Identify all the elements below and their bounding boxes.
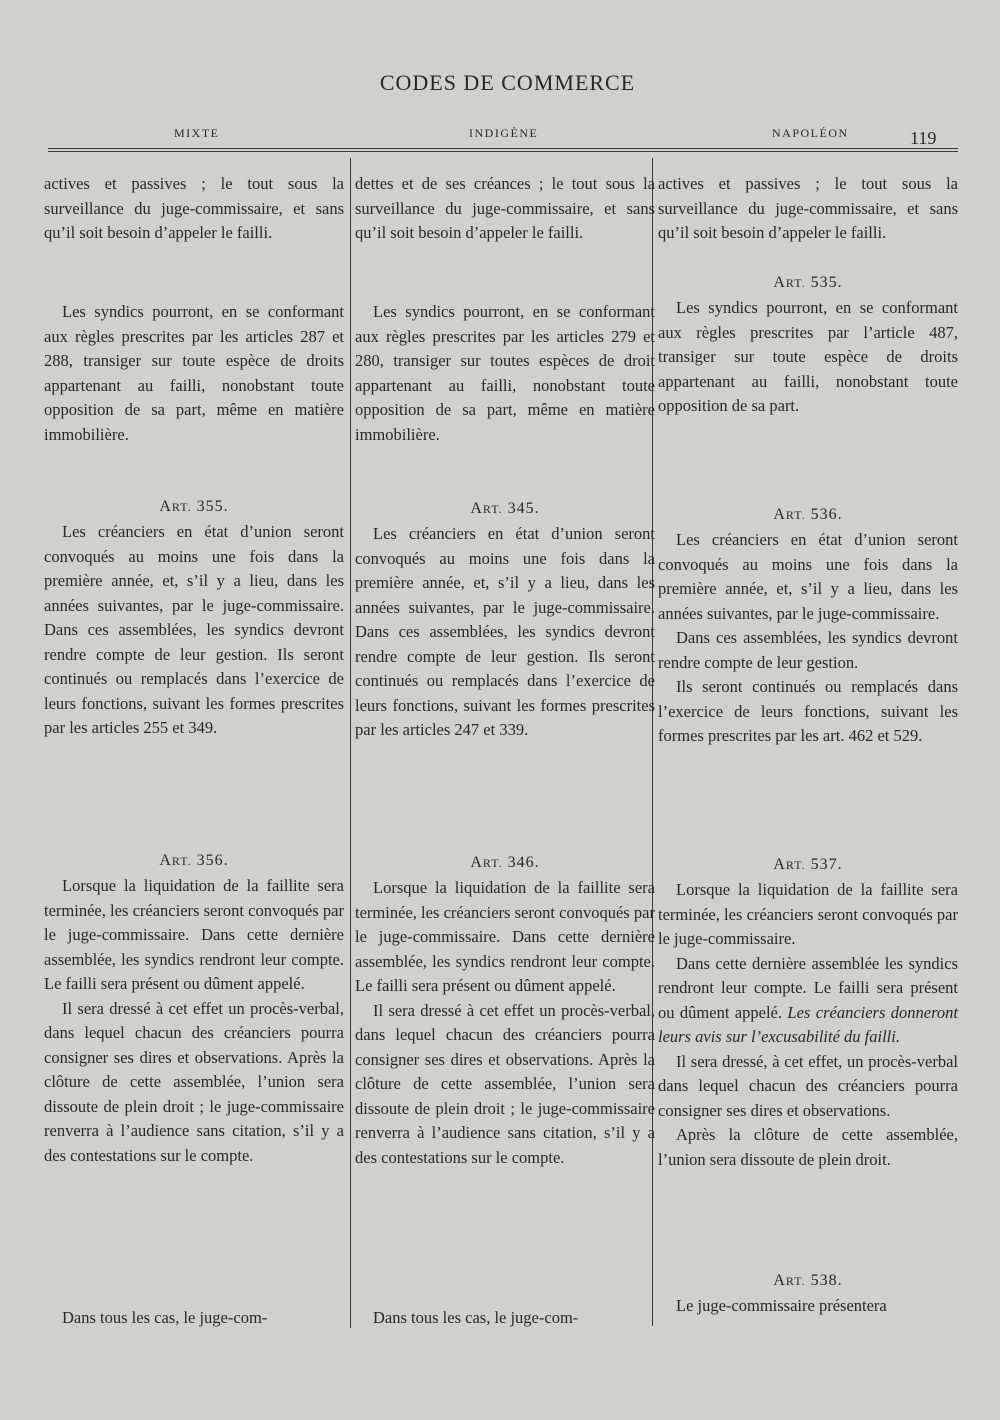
- article-heading: ART. 538.: [773, 1272, 843, 1289]
- header-rule-top: [48, 148, 958, 149]
- paragraph: Les créanciers en état d’union seront convoqués au moins une fois dans la première année, et, s’il y a lieu, dans les années suivantes, par le juge-commissaire.: [658, 530, 958, 623]
- paragraph: Les syndics pourront, en se conformant aux règles prescrites par les articles 279 et 280, transiger sur toutes espèces de droit appartenant au failli, nonobstant toute opposition de sa part, même en matière immobilière.: [355, 302, 655, 444]
- article-heading: ART. 536.: [773, 506, 843, 523]
- article-block: [658, 274, 958, 419]
- paragraph: Il sera dressé à cet effet un procès-verbal, dans lequel chacun des créanciers pourra consigner ses dires et observations. Après la clôture de cette assemblée, l’union sera dissoute de plein droit ; le juge-commissaire renverra à l’audience sans citation, s’il y a des contestations sur le compte.: [44, 998, 344, 1165]
- paragraph-block: [355, 300, 655, 447]
- paragraph: Les syndics pourront, en se conformant aux règles prescrites par les articles 287 et 288, transiger sur toute espèce de droits appartenant au failli, nonobstant toute opposition de sa part, même en matière immobilière.: [44, 302, 344, 444]
- paragraph: Dans tous les cas, le juge-com-: [62, 1308, 268, 1327]
- paragraph: Dans ces assemblées, les syndics devront rendre compte de leur gestion.: [658, 628, 958, 672]
- article-block: [44, 498, 344, 741]
- article-block: [658, 856, 958, 1172]
- paragraph: Dans cette dernière assemblée les syndics rendront leur compte. Le failli sera présent ou dûment appelé. Les créanciers donneront leurs avis sur l’excusabilité du failli.: [658, 953, 959, 1046]
- header-rule-bottom: [48, 151, 958, 152]
- article-heading: ART. 356.: [159, 852, 229, 869]
- paragraph-block: [355, 1306, 655, 1331]
- italic-addition: Les créanciers donneront leurs avis sur l’excusabilité du failli.: [658, 1002, 959, 1046]
- paragraph-block: [44, 172, 344, 246]
- article-heading: ART. 535.: [773, 274, 843, 291]
- paragraph: actives et passives ; le tout sous la surveillance du juge-commissaire, et sans qu’il soit besoin d’appeler le failli.: [44, 174, 344, 242]
- paragraph: Le juge-commissaire présentera: [676, 1296, 887, 1315]
- column-divider-1: [350, 158, 351, 1328]
- paragraph: Il sera dressé à cet effet un procès-verbal, dans lequel chacun des créanciers pourra consigner ses dires et observations. Après la clôture de cette assemblée, l’union sera dissoute de plein droit ; le juge-commissaire renverra à l’audience sans citation, s’il y a des contestations sur le compte.: [355, 1000, 655, 1167]
- paragraph-block: [44, 300, 344, 447]
- paragraph-block: [44, 1306, 344, 1331]
- paragraph: Les créanciers en état d’union seront convoqués au moins une fois dans la première année, et, s’il y a lieu, dans les années suivantes, par le juge-commissaire. Dans ces assemblées, les syndics devront rendre compte de leur gestion. Ils seront continués ou remplacés dans l’exercice de leurs fonctions, suivant les formes prescrites par les articles 255 et 349.: [44, 522, 344, 737]
- paragraph: Les syndics pourront, en se conformant aux règles prescrites par l’article 487, transiger sur toute espèce de droits appartenant au failli, nonobstant toute opposition de sa part.: [658, 298, 958, 415]
- paragraph: Lorsque la liquidation de la faillite sera terminée, les créanciers seront convoqués par le juge-commissaire.: [658, 880, 958, 948]
- article-block: [44, 852, 344, 1168]
- article-heading: ART. 537.: [773, 856, 843, 873]
- paragraph: Après la clôture de cette assemblée, l’union sera dissoute de plein droit.: [658, 1125, 958, 1169]
- paragraph: Il sera dressé, à cet effet, un procès-verbal dans lequel chacun des créanciers pourra consigner ses dires et observations.: [658, 1051, 958, 1120]
- paragraph: Dans tous les cas, le juge-com-: [373, 1308, 579, 1327]
- article-heading: ART. 345.: [470, 500, 540, 517]
- paragraph: Les créanciers en état d’union seront convoqués au moins une fois dans la première année, et, s’il y a lieu, dans les années suivantes, par le juge-commissaire. Dans ces assemblées, les syndics devront rendre compte de leur gestion. Ils seront continués ou remplacés dans l’exercice de leurs fonctions, suivant les formes prescrites par les articles 247 et 339.: [355, 524, 655, 739]
- article-heading: ART. 355.: [159, 498, 229, 515]
- paragraph: dettes et de ses créances ; le tout sous la surveillance du juge-commissaire, et sans qu’il soit besoin d’appeler le failli.: [355, 174, 655, 242]
- column-header-napoleon: NAPOLÉON: [772, 126, 849, 140]
- paragraph: Lorsque la liquidation de la faillite sera terminée, les créanciers seront convoqués par le juge-commissaire. Dans cette dernière assemblée, les syndics rendront leur compte. Le failli sera présent ou dûment appelé.: [44, 876, 344, 993]
- article-heading: ART. 346.: [470, 854, 540, 871]
- paragraph-block: [355, 172, 655, 246]
- paragraph: Ils seront continués ou remplacés dans l’exercice de leurs fonctions, suivant les formes prescrites par les art. 462 et 529.: [658, 677, 958, 745]
- page-title: CODES DE COMMERCE: [379, 70, 636, 95]
- article-block: [355, 854, 655, 1170]
- article-block: [658, 1272, 958, 1319]
- article-block: [658, 506, 958, 749]
- paragraph: Lorsque la liquidation de la faillite sera terminée, les créanciers seront convoqués par le juge-commissaire. Dans cette dernière assemblée, les syndics rendront leur compte. Le failli sera présent ou dûment appelé.: [355, 878, 655, 995]
- column-header-mixte: MIXTE: [174, 126, 220, 140]
- page-number: 119: [910, 128, 937, 148]
- column-header-indigene: INDIGÈNE: [469, 126, 539, 140]
- article-block: [355, 500, 655, 743]
- paragraph-block: [658, 172, 958, 246]
- paragraph: actives et passives ; le tout sous la surveillance du juge-commissaire, et sans qu’il soit besoin d’appeler le failli.: [658, 174, 958, 242]
